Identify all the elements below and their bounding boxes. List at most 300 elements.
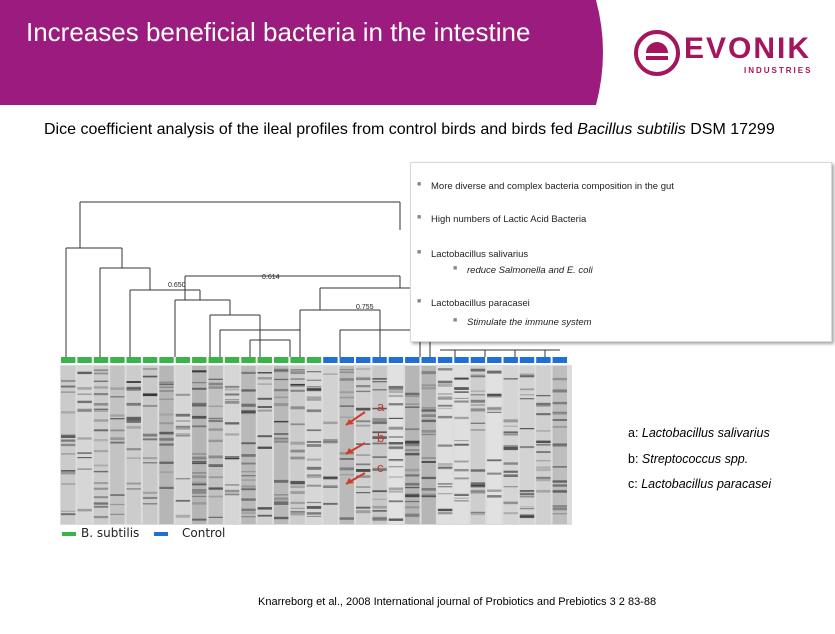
gel-band [356, 507, 370, 509]
gel-band [274, 403, 288, 406]
gel-band [340, 405, 354, 407]
gel-band [536, 403, 550, 405]
gel-band [454, 500, 468, 502]
gel-band [389, 436, 403, 438]
gel-band [520, 490, 534, 492]
legend-label-bsubtilis: B. subtilis [81, 526, 140, 540]
gel-band [61, 483, 75, 484]
gel-band [127, 448, 141, 450]
gel-band [110, 396, 124, 398]
gel-band [389, 418, 403, 419]
gel-band [77, 452, 91, 454]
gel-band [389, 476, 403, 478]
gel-band [192, 489, 206, 491]
findings-box [410, 162, 832, 342]
lane-marker-control [438, 357, 452, 363]
gel-band [110, 494, 124, 496]
gel-band [159, 487, 173, 489]
gel-band [405, 474, 419, 476]
gel-band [372, 378, 386, 380]
gel-band [422, 434, 436, 435]
gel-band [520, 389, 534, 391]
gel-band [192, 496, 206, 497]
gel-band [307, 459, 321, 461]
gel-lane [340, 366, 354, 524]
gel-band [553, 505, 567, 507]
gel-band [520, 398, 534, 399]
gel-band [471, 482, 485, 484]
gel-band [307, 506, 321, 509]
gel-band [454, 378, 468, 380]
gel-band [438, 467, 452, 469]
lane-color-bar [61, 357, 567, 363]
gel-band [192, 484, 206, 486]
gel-band [176, 394, 190, 396]
gel-band [94, 488, 108, 490]
gel-band [553, 378, 567, 380]
gel-band [225, 386, 239, 388]
gel-band [127, 457, 141, 459]
gel-band [356, 385, 370, 386]
gel-band [209, 379, 223, 380]
gel-band [323, 486, 337, 487]
gel-band [422, 496, 436, 498]
gel-band [504, 419, 518, 422]
gel-band [159, 382, 173, 383]
gel-band [536, 469, 550, 472]
gel-band [61, 386, 75, 388]
gel-band [536, 477, 550, 479]
gel-band [143, 492, 157, 494]
lane-marker-control [422, 357, 436, 363]
gel-band [389, 459, 403, 461]
gel-band [471, 394, 485, 395]
gel-band [61, 440, 75, 442]
gel-band [307, 474, 321, 476]
gel-band [192, 461, 206, 463]
gel-lane [471, 366, 485, 524]
gel-band [274, 379, 288, 380]
gel-band [209, 386, 223, 389]
gel-band [192, 426, 206, 428]
legend-label-control: Control [182, 526, 226, 540]
gel-band [553, 419, 567, 420]
gel-band [192, 370, 206, 372]
gel-band [94, 496, 108, 498]
gel-band [192, 416, 206, 419]
gel-band [225, 388, 239, 390]
gel-band [225, 484, 239, 486]
gel-band [520, 394, 534, 395]
gel-band [422, 414, 436, 417]
gel-band [159, 384, 173, 386]
gel-band [94, 409, 108, 410]
gel-band [143, 368, 157, 370]
gel-band [454, 498, 468, 499]
gel-band [553, 491, 567, 493]
gel-band [225, 456, 239, 458]
gel-band [553, 389, 567, 391]
gel-band [487, 495, 501, 498]
gel-band [389, 466, 403, 467]
gel-band [192, 475, 206, 478]
lane-marker-bsubtilis [61, 357, 75, 363]
gel-band [520, 496, 534, 498]
lane-marker-bsubtilis [110, 357, 124, 363]
lane-marker-bsubtilis [274, 357, 288, 363]
gel-band [209, 456, 223, 459]
gel-band [454, 478, 468, 480]
gel-band [405, 404, 419, 405]
gel-band [61, 453, 75, 454]
gel-band [77, 468, 91, 470]
gel-band [405, 506, 419, 508]
gel-band [487, 371, 501, 374]
gel-band [192, 519, 206, 521]
lane-marker-control [323, 357, 337, 363]
citation: Knarreborg et al., 2008 International journal of Probiotics and Prebiotics 3 2 83-88 [258, 596, 657, 608]
gel-band [307, 386, 321, 388]
gel-band [471, 375, 485, 378]
gel-band [438, 416, 452, 418]
gel-band [290, 457, 304, 460]
lane-marker-bsubtilis [77, 357, 91, 363]
gel-band [340, 417, 354, 418]
gel-band [307, 380, 321, 381]
gel-band [143, 503, 157, 505]
gel-band [110, 442, 124, 444]
finding-subbullet: ■ Stimulate the immune system [453, 317, 592, 328]
gel-band [307, 441, 321, 442]
gel-band [487, 490, 501, 492]
gel-band [389, 395, 403, 397]
gel-band [356, 420, 370, 422]
gel-band [340, 391, 354, 393]
gel-lane [422, 366, 436, 524]
bullet-icon: ■ [417, 181, 422, 188]
gel-band [356, 368, 370, 369]
gel-band [340, 372, 354, 374]
gel-band [307, 485, 321, 487]
gel-band [176, 433, 190, 436]
gel-band [274, 389, 288, 391]
gel-band [61, 437, 75, 439]
gel-band [553, 513, 567, 514]
gel-band [258, 383, 272, 384]
gel-band [192, 502, 206, 504]
gel-band [438, 463, 452, 466]
gel-band [61, 513, 75, 515]
lane-marker-bsubtilis [159, 357, 173, 363]
lane-marker-control [553, 357, 567, 363]
gel-band [258, 435, 272, 437]
gel-band [405, 487, 419, 488]
gel-band [274, 480, 288, 483]
gel-band [307, 388, 321, 391]
lane-marker-control [504, 357, 518, 363]
gel-band [94, 482, 108, 484]
gel-band [258, 372, 272, 374]
gel-band [422, 461, 436, 463]
gel-band [307, 399, 321, 401]
gel-band [405, 396, 419, 397]
gel-band [94, 465, 108, 467]
gel-band [389, 519, 403, 521]
node-similarity-label: 0.614 [262, 274, 280, 281]
gel-band [209, 487, 223, 489]
gel-band [471, 484, 485, 486]
band-label-a: a [377, 399, 385, 414]
bullet-icon: ■ [417, 214, 422, 221]
logo-word: EVONIK [684, 32, 812, 65]
gel-band [274, 433, 288, 434]
gel-band [356, 487, 370, 488]
species-key-c: c: Lactobacillus paracasei [628, 477, 772, 491]
gel-band [290, 486, 304, 489]
gel-band [487, 396, 501, 398]
gel-band [405, 407, 419, 408]
gel-band [405, 485, 419, 487]
gel-band [471, 514, 485, 515]
gel-band [209, 383, 223, 386]
gel-band [553, 466, 567, 467]
gel-band [290, 384, 304, 387]
gel-band [290, 369, 304, 371]
gel-band [520, 493, 534, 495]
gel-band [176, 420, 190, 421]
gel-band [405, 393, 419, 396]
gel-band [94, 373, 108, 375]
gel-band [553, 507, 567, 510]
gel-band [192, 382, 206, 383]
gel-band [553, 402, 567, 404]
gel-band [61, 411, 75, 413]
gel-band [372, 499, 386, 500]
gel-band [127, 488, 141, 490]
gel-band [372, 517, 386, 519]
gel-band [290, 378, 304, 379]
gel-band [241, 509, 255, 512]
gel-band [274, 421, 288, 423]
logo-subword: INDUSTRIES [744, 66, 813, 75]
gel-band [110, 387, 124, 390]
node-similarity-label: 0.755 [356, 304, 374, 311]
gel-band [159, 462, 173, 464]
gel-band [520, 446, 534, 448]
gel-band [110, 504, 124, 505]
gel-band [127, 419, 141, 421]
gel-band [356, 425, 370, 427]
gel-lane [258, 366, 272, 524]
finding-bullet: ■ More diverse and complex bacteria composition in the gut [417, 181, 674, 192]
gel-band [323, 503, 337, 505]
gel-band [454, 461, 468, 463]
gel-band [454, 387, 468, 390]
gel-band [422, 430, 436, 433]
gel-band [77, 509, 91, 512]
gel-lanes [61, 366, 567, 524]
gel-band [422, 371, 436, 374]
lane-marker-control [520, 357, 534, 363]
gel-band [438, 486, 452, 487]
lane-marker-control [405, 357, 419, 363]
gel-band [307, 429, 321, 431]
gel-band [536, 451, 550, 452]
gel-band [290, 390, 304, 392]
gel-band [209, 517, 223, 519]
gel-band [77, 372, 91, 374]
gel-band [438, 493, 452, 494]
gel-band [438, 393, 452, 394]
gel-band [143, 376, 157, 378]
lane-marker-bsubtilis [290, 357, 304, 363]
gel-band [520, 428, 534, 429]
gel-band [241, 471, 255, 472]
gel-band [241, 498, 255, 501]
gel-lane [143, 366, 157, 524]
gel-band [471, 469, 485, 471]
gel-band [356, 492, 370, 493]
gel-band [389, 442, 403, 444]
gel-band [438, 381, 452, 384]
gel-band [307, 371, 321, 372]
gel-band [356, 378, 370, 380]
gel-band [241, 411, 255, 414]
gel-band [471, 408, 485, 411]
gel-band [143, 462, 157, 463]
gel-band [307, 409, 321, 412]
gel-band [258, 515, 272, 517]
gel-band [372, 490, 386, 491]
gel-band [110, 430, 124, 432]
gel-band [176, 414, 190, 417]
gel-band [290, 511, 304, 513]
gel-band [241, 463, 255, 465]
gel-band [192, 405, 206, 406]
gel-band [241, 372, 255, 374]
gel-band [159, 413, 173, 415]
subtitle-species: Bacillus subtilis [577, 121, 686, 138]
gel-band [110, 418, 124, 419]
gel-band [471, 400, 485, 403]
gel-band [127, 403, 141, 406]
gel-band [553, 444, 567, 446]
gel-band [225, 458, 239, 460]
gel-band [127, 483, 141, 485]
gel-band [94, 516, 108, 518]
gel-band [77, 394, 91, 395]
gel-band [241, 485, 255, 487]
band-label-c: c [377, 460, 384, 475]
gel-band [471, 404, 485, 405]
gel-band [372, 422, 386, 424]
gel-band [372, 418, 386, 419]
gel-band [471, 429, 485, 431]
gel-band [405, 428, 419, 430]
gel-band [438, 512, 452, 514]
gel-band [290, 508, 304, 509]
gel-band [176, 515, 190, 518]
gel-band [372, 420, 386, 422]
lane-marker-bsubtilis [241, 357, 255, 363]
gel-band [454, 494, 468, 495]
gel-band [290, 502, 304, 504]
gel-band [340, 517, 354, 519]
node-similarity-label: 0.650 [168, 282, 186, 289]
gel-band [389, 427, 403, 430]
gel-band [143, 497, 157, 499]
gel-band [389, 391, 403, 393]
gel-band [192, 453, 206, 455]
gel-band [61, 444, 75, 446]
gel-band [438, 384, 452, 387]
gel-band [438, 408, 452, 409]
lane-marker-bsubtilis [127, 357, 141, 363]
gel-band [209, 465, 223, 466]
species-key-a: a: Lactobacillus salivarius [628, 426, 770, 440]
gel-band [405, 483, 419, 485]
gel-band [94, 369, 108, 371]
lane-marker-bsubtilis [307, 357, 321, 363]
gel-band [340, 474, 354, 475]
gel-band [94, 502, 108, 503]
gel-band [258, 447, 272, 449]
gel-band [94, 471, 108, 472]
gel-band [258, 377, 272, 379]
gel-band [241, 516, 255, 517]
gel-band [553, 484, 567, 486]
gel-band [307, 502, 321, 503]
gel-band [143, 457, 157, 459]
gel-band [471, 423, 485, 424]
gel-band [504, 471, 518, 473]
gel-band [274, 497, 288, 500]
gel-band [94, 506, 108, 508]
gel-band [241, 454, 255, 457]
gel-band [241, 404, 255, 406]
gel-band [159, 472, 173, 473]
gel-band [192, 403, 206, 405]
gel-band [389, 403, 403, 405]
gel-band [307, 444, 321, 447]
gel-band [504, 447, 518, 450]
gel-band [225, 394, 239, 396]
gel-band [438, 405, 452, 407]
band-label-b: b [377, 430, 385, 445]
gel-band [372, 506, 386, 509]
finding-subbullet: ■ reduce Salmonella and E. coli [453, 265, 593, 276]
gel-band [422, 477, 436, 479]
gel-band [454, 391, 468, 393]
gel-band [504, 512, 518, 514]
legend-swatch-bsubtilis [62, 532, 76, 536]
subtitle-suffix: DSM 17299 [685, 121, 775, 138]
finding-bullet: ■ Lactobacillus salivarius [417, 249, 529, 260]
gel-band [225, 433, 239, 435]
gel-band [209, 418, 223, 419]
gel-band [94, 393, 108, 395]
gel-band [61, 391, 75, 393]
lane-marker-bsubtilis [192, 357, 206, 363]
gel-band [209, 420, 223, 422]
gel-band [438, 368, 452, 370]
gel-band [405, 501, 419, 502]
gel-band [405, 493, 419, 494]
gel-band [471, 391, 485, 392]
gel-band [536, 395, 550, 396]
gel-band [422, 488, 436, 491]
lane-marker-control [356, 357, 370, 363]
